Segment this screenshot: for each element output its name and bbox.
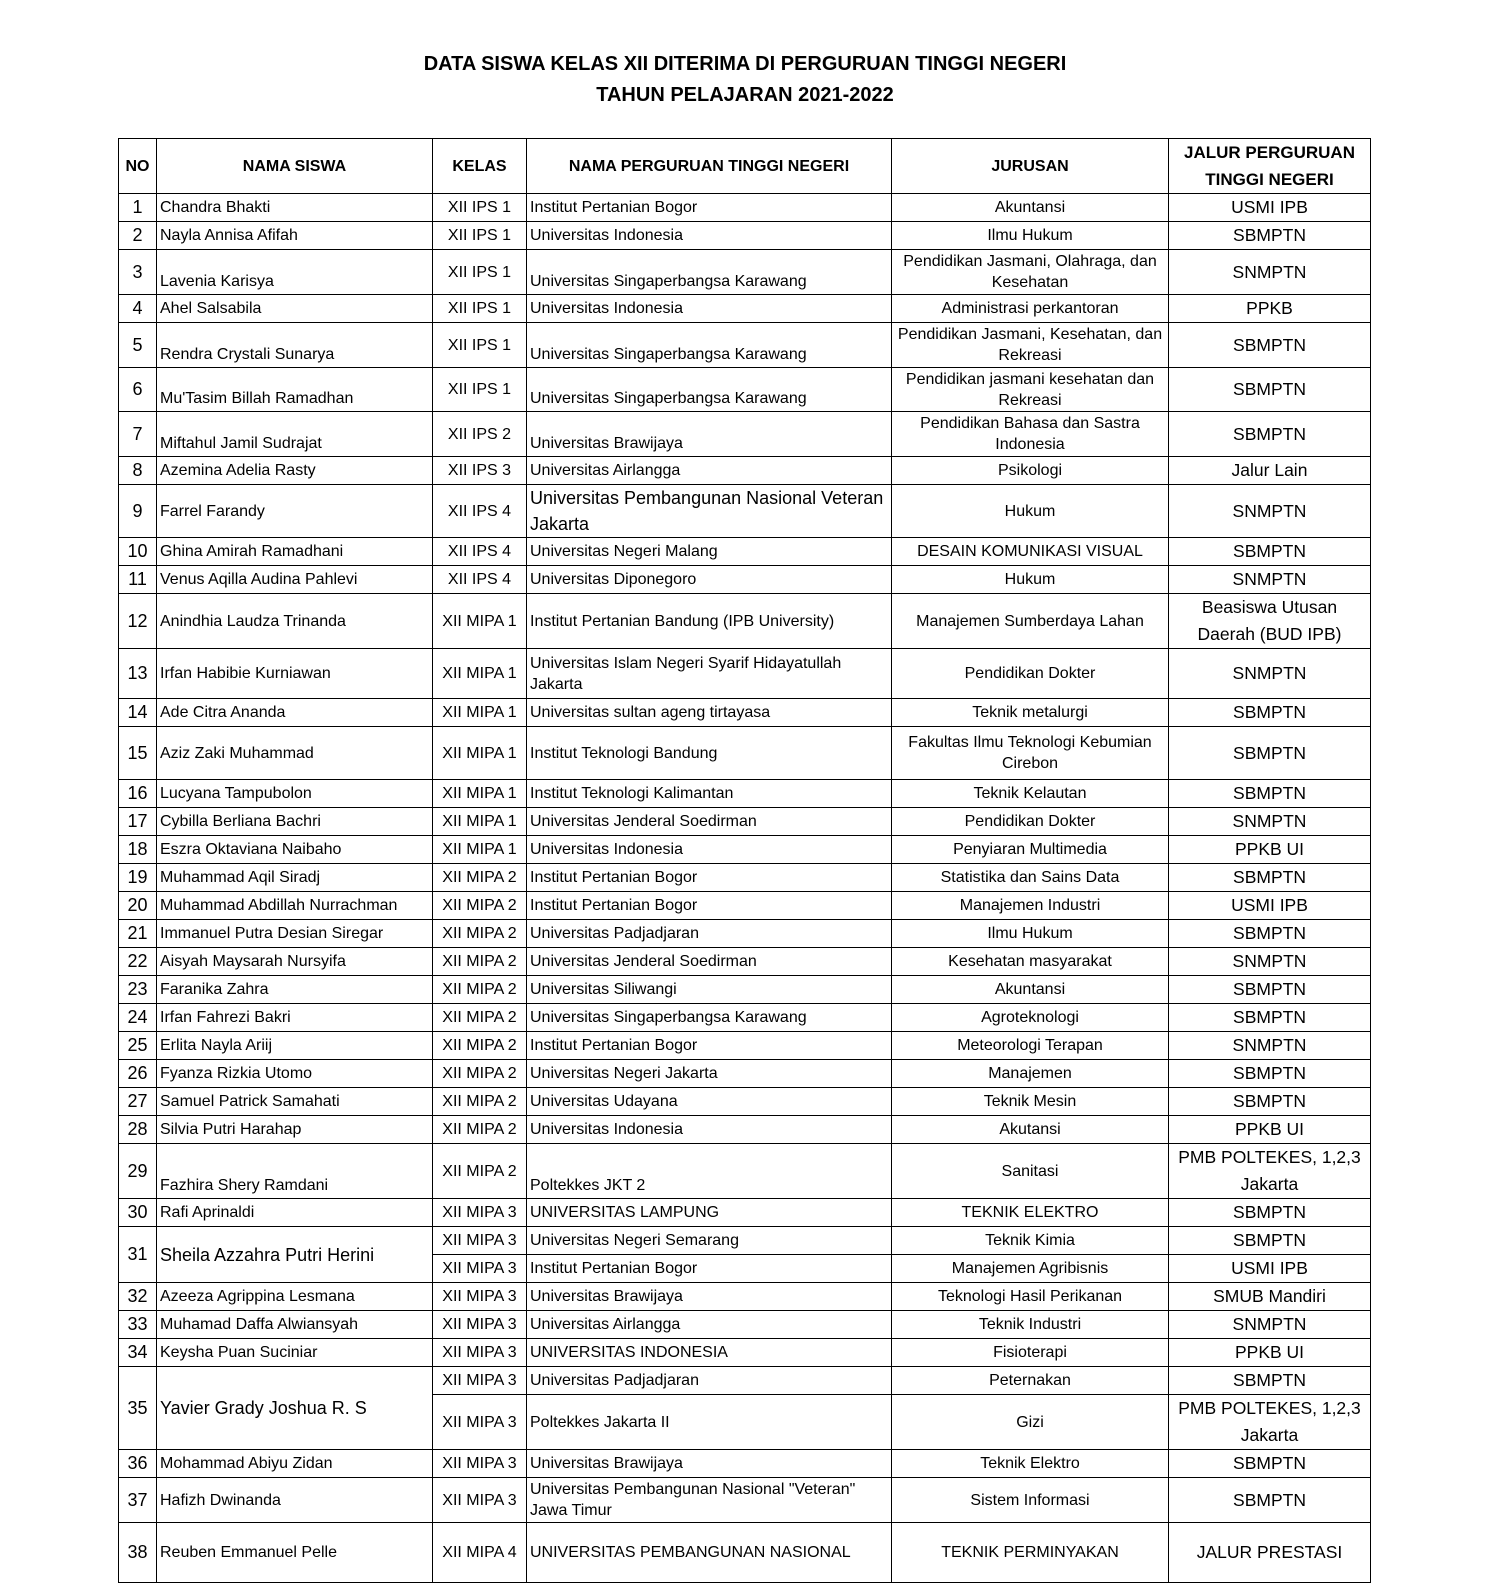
student-name: Chandra Bhakti xyxy=(157,194,433,222)
major-cell: Pendidikan jasmani kesehatan dan Rekreasi xyxy=(892,368,1169,412)
row-number: 14 xyxy=(119,699,157,727)
admission-path-cell: JALUR PRESTASI xyxy=(1169,1523,1371,1583)
student-name: Keysha Puan Suciniar xyxy=(157,1339,433,1367)
university-cell: Universitas Indonesia xyxy=(527,1116,892,1144)
student-name: Venus Aqilla Audina Pahlevi xyxy=(157,566,433,594)
major-cell: Hukum xyxy=(892,566,1169,594)
class-cell: XII MIPA 1 xyxy=(433,699,527,727)
header-ptn: NAMA PERGURUAN TINGGI NEGERI xyxy=(527,139,892,194)
header-nama: NAMA SISWA xyxy=(157,139,433,194)
admission-path-cell: USMI IPB xyxy=(1169,1255,1371,1283)
student-name: Irfan Habibie Kurniawan xyxy=(157,649,433,699)
university-cell: Universitas Airlangga xyxy=(527,457,892,485)
student-name: Irfan Fahrezi Bakri xyxy=(157,1004,433,1032)
admission-path-cell: Jalur Lain xyxy=(1169,457,1371,485)
row-number: 12 xyxy=(119,594,157,649)
university-cell: Universitas Jenderal Soedirman xyxy=(527,948,892,976)
class-cell: XII MIPA 2 xyxy=(433,1004,527,1032)
table-row xyxy=(119,1311,1371,1339)
admission-path-cell: SBMPTN xyxy=(1169,864,1371,892)
major-cell: Teknik Mesin xyxy=(892,1088,1169,1116)
row-number: 20 xyxy=(119,892,157,920)
class-cell: XII MIPA 2 xyxy=(433,948,527,976)
university-cell: Universitas Jenderal Soedirman xyxy=(527,808,892,836)
table-row xyxy=(119,323,1371,368)
class-cell: XII MIPA 1 xyxy=(433,808,527,836)
admission-path-cell: SNMPTN xyxy=(1169,1032,1371,1060)
major-cell: Meteorologi Terapan xyxy=(892,1032,1169,1060)
student-name: Nayla Annisa Afifah xyxy=(157,222,433,250)
table-row xyxy=(119,1367,1371,1395)
row-number: 6 xyxy=(119,368,157,412)
major-cell: Hukum xyxy=(892,485,1169,538)
student-name: Ade Citra Ananda xyxy=(157,699,433,727)
row-number: 28 xyxy=(119,1116,157,1144)
admission-path-cell: SNMPTN xyxy=(1169,485,1371,538)
admission-path-cell: SNMPTN xyxy=(1169,948,1371,976)
university-cell: Poltekkes JKT 2 xyxy=(527,1144,892,1199)
row-number: 11 xyxy=(119,566,157,594)
table-row xyxy=(119,566,1371,594)
admission-path-cell: SNMPTN xyxy=(1169,808,1371,836)
student-name: Immanuel Putra Desian Siregar xyxy=(157,920,433,948)
major-cell: Akutansi xyxy=(892,1116,1169,1144)
university-cell: Universitas Brawijaya xyxy=(527,412,892,457)
row-number: 30 xyxy=(119,1199,157,1227)
class-cell: XII MIPA 3 xyxy=(433,1395,527,1450)
class-cell: XII IPS 1 xyxy=(433,295,527,323)
admission-path-cell: SNMPTN xyxy=(1169,566,1371,594)
student-name: Erlita Nayla Ariij xyxy=(157,1032,433,1060)
university-cell: UNIVERSITAS INDONESIA xyxy=(527,1339,892,1367)
university-cell: Universitas sultan ageng tirtayasa xyxy=(527,699,892,727)
admission-path-cell: PPKB UI xyxy=(1169,1339,1371,1367)
table-row xyxy=(119,1283,1371,1311)
student-name: Rafi Aprinaldi xyxy=(157,1199,433,1227)
admission-path-cell: SBMPTN xyxy=(1169,780,1371,808)
table-row xyxy=(119,808,1371,836)
major-cell: Administrasi perkantoran xyxy=(892,295,1169,323)
row-number: 2 xyxy=(119,222,157,250)
student-name: Lucyana Tampubolon xyxy=(157,780,433,808)
class-cell: XII MIPA 2 xyxy=(433,1060,527,1088)
table-row xyxy=(119,1088,1371,1116)
header-jurusan: JURUSAN xyxy=(892,139,1169,194)
admission-path-cell: SBMPTN xyxy=(1169,920,1371,948)
student-name: Muhamad Daffa Alwiansyah xyxy=(157,1311,433,1339)
table-row xyxy=(119,727,1371,780)
admission-path-cell: SBMPTN xyxy=(1169,1088,1371,1116)
admission-path-cell: SBMPTN xyxy=(1169,727,1371,780)
admission-path-cell: SBMPTN xyxy=(1169,368,1371,412)
university-cell: Universitas Singaperbangsa Karawang xyxy=(527,323,892,368)
class-cell: XII MIPA 2 xyxy=(433,864,527,892)
major-cell: Manajemen Agribisnis xyxy=(892,1255,1169,1283)
admission-path-cell: PMB POLTEKES, 1,2,3 Jakarta xyxy=(1169,1395,1371,1450)
class-cell: XII MIPA 2 xyxy=(433,1088,527,1116)
class-cell: XII IPS 3 xyxy=(433,457,527,485)
table-row xyxy=(119,699,1371,727)
admission-path-cell: SBMPTN xyxy=(1169,976,1371,1004)
university-cell: Universitas Indonesia xyxy=(527,836,892,864)
student-name: Eszra Oktaviana Naibaho xyxy=(157,836,433,864)
table-row xyxy=(119,1004,1371,1032)
table-body xyxy=(119,194,1371,1583)
table-row xyxy=(119,1339,1371,1367)
major-cell: Statistika dan Sains Data xyxy=(892,864,1169,892)
admission-path-cell: SNMPTN xyxy=(1169,1311,1371,1339)
table-row xyxy=(119,1523,1371,1583)
major-cell: Sanitasi xyxy=(892,1144,1169,1199)
admission-path-cell: SBMPTN xyxy=(1169,1478,1371,1523)
row-number: 16 xyxy=(119,780,157,808)
class-cell: XII MIPA 3 xyxy=(433,1311,527,1339)
student-name: Anindhia Laudza Trinanda xyxy=(157,594,433,649)
student-name: Yavier Grady Joshua R. S xyxy=(157,1367,433,1450)
admission-path-cell: Beasiswa Utusan Daerah (BUD IPB) xyxy=(1169,594,1371,649)
university-cell: Universitas Padjadjaran xyxy=(527,1367,892,1395)
student-name: Muhammad Abdillah Nurrachman xyxy=(157,892,433,920)
header-kelas: KELAS xyxy=(433,139,527,194)
table-row xyxy=(119,250,1371,295)
table-row xyxy=(119,1144,1371,1199)
major-cell: Pendidikan Bahasa dan Sastra Indonesia xyxy=(892,412,1169,457)
major-cell: Penyiaran Multimedia xyxy=(892,836,1169,864)
row-number: 17 xyxy=(119,808,157,836)
university-cell: Institut Pertanian Bogor xyxy=(527,1032,892,1060)
student-name: Mohammad Abiyu Zidan xyxy=(157,1450,433,1478)
row-number: 36 xyxy=(119,1450,157,1478)
row-number: 37 xyxy=(119,1478,157,1523)
student-name: Ahel Salsabila xyxy=(157,295,433,323)
class-cell: XII MIPA 2 xyxy=(433,1116,527,1144)
class-cell: XII IPS 1 xyxy=(433,194,527,222)
admission-path-cell: SBMPTN xyxy=(1169,1227,1371,1255)
header-no: NO xyxy=(119,139,157,194)
major-cell: TEKNIK PERMINYAKAN xyxy=(892,1523,1169,1583)
table-row xyxy=(119,920,1371,948)
table-row xyxy=(119,457,1371,485)
row-number: 1 xyxy=(119,194,157,222)
major-cell: Manajemen Industri xyxy=(892,892,1169,920)
admission-path-cell: SNMPTN xyxy=(1169,649,1371,699)
table-row xyxy=(119,1199,1371,1227)
table-row xyxy=(119,368,1371,412)
admission-path-cell: PMB POLTEKES, 1,2,3 Jakarta xyxy=(1169,1144,1371,1199)
table-row xyxy=(119,412,1371,457)
student-name: Ghina Amirah Ramadhani xyxy=(157,538,433,566)
university-cell: Institut Pertanian Bandung (IPB University) xyxy=(527,594,892,649)
class-cell: XII MIPA 3 xyxy=(433,1450,527,1478)
row-number: 3 xyxy=(119,250,157,295)
admission-path-cell: PPKB UI xyxy=(1169,1116,1371,1144)
student-name: Silvia Putri Harahap xyxy=(157,1116,433,1144)
university-cell: Institut Teknologi Bandung xyxy=(527,727,892,780)
students-table xyxy=(118,138,1371,1583)
admission-path-cell: SBMPTN xyxy=(1169,538,1371,566)
table-row xyxy=(119,1227,1371,1255)
class-cell: XII IPS 1 xyxy=(433,222,527,250)
major-cell: Pendidikan Dokter xyxy=(892,808,1169,836)
class-cell: XII MIPA 3 xyxy=(433,1199,527,1227)
row-number: 33 xyxy=(119,1311,157,1339)
university-cell: Universitas Islam Negeri Syarif Hidayatullah Jakarta xyxy=(527,649,892,699)
class-cell: XII IPS 4 xyxy=(433,538,527,566)
class-cell: XII MIPA 2 xyxy=(433,892,527,920)
student-name: Reuben Emmanuel Pelle xyxy=(157,1523,433,1583)
row-number: 23 xyxy=(119,976,157,1004)
table-row xyxy=(119,836,1371,864)
major-cell: Psikologi xyxy=(892,457,1169,485)
row-number: 27 xyxy=(119,1088,157,1116)
document-subtitle: TAHUN PELAJARAN 2021-2022 xyxy=(596,84,894,106)
university-cell: Institut Pertanian Bogor xyxy=(527,892,892,920)
student-name: Farrel Farandy xyxy=(157,485,433,538)
class-cell: XII MIPA 1 xyxy=(433,649,527,699)
student-name: Lavenia Karisya xyxy=(157,250,433,295)
row-number: 9 xyxy=(119,485,157,538)
major-cell: Manajemen xyxy=(892,1060,1169,1088)
student-name: Aziz Zaki Muhammad xyxy=(157,727,433,780)
major-cell: Gizi xyxy=(892,1395,1169,1450)
university-cell: Universitas Singaperbangsa Karawang xyxy=(527,368,892,412)
student-name: Sheila Azzahra Putri Herini xyxy=(157,1227,433,1283)
university-cell: Universitas Indonesia xyxy=(527,295,892,323)
student-name: Miftahul Jamil Sudrajat xyxy=(157,412,433,457)
university-cell: Universitas Padjadjaran xyxy=(527,920,892,948)
class-cell: XII MIPA 4 xyxy=(433,1523,527,1583)
row-number: 10 xyxy=(119,538,157,566)
table-row xyxy=(119,538,1371,566)
major-cell: Ilmu Hukum xyxy=(892,920,1169,948)
class-cell: XII IPS 4 xyxy=(433,566,527,594)
major-cell: Ilmu Hukum xyxy=(892,222,1169,250)
major-cell: Fakultas Ilmu Teknologi Kebumian Cirebon xyxy=(892,727,1169,780)
class-cell: XII MIPA 1 xyxy=(433,727,527,780)
class-cell: XII IPS 1 xyxy=(433,368,527,412)
admission-path-cell: PPKB UI xyxy=(1169,836,1371,864)
admission-path-cell: SBMPTN xyxy=(1169,412,1371,457)
university-cell: Universitas Pembangunan Nasional Veteran Jakarta xyxy=(527,485,892,538)
university-cell: Universitas Udayana xyxy=(527,1088,892,1116)
university-cell: Universitas Diponegoro xyxy=(527,566,892,594)
row-number: 15 xyxy=(119,727,157,780)
table-row xyxy=(119,892,1371,920)
table-row xyxy=(119,295,1371,323)
student-name: Azemina Adelia Rasty xyxy=(157,457,433,485)
admission-path-cell: USMI IPB xyxy=(1169,892,1371,920)
row-number: 18 xyxy=(119,836,157,864)
row-number: 4 xyxy=(119,295,157,323)
university-cell: Universitas Singaperbangsa Karawang xyxy=(527,250,892,295)
table-row xyxy=(119,780,1371,808)
admission-path-cell: SBMPTN xyxy=(1169,1004,1371,1032)
major-cell: Akuntansi xyxy=(892,194,1169,222)
class-cell: XII MIPA 2 xyxy=(433,1032,527,1060)
major-cell: Kesehatan masyarakat xyxy=(892,948,1169,976)
student-name: Mu'Tasim Billah Ramadhan xyxy=(157,368,433,412)
class-cell: XII MIPA 2 xyxy=(433,1144,527,1199)
class-cell: XII MIPA 1 xyxy=(433,836,527,864)
student-name: Cybilla Berliana Bachri xyxy=(157,808,433,836)
admission-path-cell: SBMPTN xyxy=(1169,1060,1371,1088)
university-cell: Universitas Indonesia xyxy=(527,222,892,250)
row-number: 38 xyxy=(119,1523,157,1583)
admission-path-cell: SBMPTN xyxy=(1169,323,1371,368)
university-cell: Universitas Brawijaya xyxy=(527,1283,892,1311)
admission-path-cell: SBMPTN xyxy=(1169,1450,1371,1478)
table-row xyxy=(119,864,1371,892)
major-cell: Pendidikan Dokter xyxy=(892,649,1169,699)
major-cell: Manajemen Sumberdaya Lahan xyxy=(892,594,1169,649)
class-cell: XII MIPA 3 xyxy=(433,1283,527,1311)
major-cell: DESAIN KOMUNIKASI VISUAL xyxy=(892,538,1169,566)
table-row xyxy=(119,649,1371,699)
university-cell: UNIVERSITAS PEMBANGUNAN NASIONAL xyxy=(527,1523,892,1583)
row-number: 8 xyxy=(119,457,157,485)
major-cell: Teknik Industri xyxy=(892,1311,1169,1339)
class-cell: XII MIPA 3 xyxy=(433,1367,527,1395)
table-row xyxy=(119,1032,1371,1060)
table-row xyxy=(119,1116,1371,1144)
admission-path-cell: SBMPTN xyxy=(1169,1199,1371,1227)
major-cell: TEKNIK ELEKTRO xyxy=(892,1199,1169,1227)
table-row xyxy=(119,1478,1371,1523)
university-cell: Universitas Negeri Jakarta xyxy=(527,1060,892,1088)
university-cell: Poltekkes Jakarta II xyxy=(527,1395,892,1450)
row-number: 21 xyxy=(119,920,157,948)
university-cell: UNIVERSITAS LAMPUNG xyxy=(527,1199,892,1227)
student-name: Fazhira Shery Ramdani xyxy=(157,1144,433,1199)
table-row xyxy=(119,485,1371,538)
major-cell: Agroteknologi xyxy=(892,1004,1169,1032)
row-number: 13 xyxy=(119,649,157,699)
student-name: Rendra Crystali Sunarya xyxy=(157,323,433,368)
class-cell: XII MIPA 3 xyxy=(433,1255,527,1283)
major-cell: Teknologi Hasil Perikanan xyxy=(892,1283,1169,1311)
table-row xyxy=(119,1450,1371,1478)
class-cell: XII IPS 4 xyxy=(433,485,527,538)
major-cell: Peternakan xyxy=(892,1367,1169,1395)
class-cell: XII MIPA 3 xyxy=(433,1478,527,1523)
admission-path-cell: SBMPTN xyxy=(1169,222,1371,250)
university-cell: Institut Teknologi Kalimantan xyxy=(527,780,892,808)
row-number: 26 xyxy=(119,1060,157,1088)
major-cell: Sistem Informasi xyxy=(892,1478,1169,1523)
university-cell: Universitas Singaperbangsa Karawang xyxy=(527,1004,892,1032)
row-number: 35 xyxy=(119,1367,157,1450)
university-cell: Universitas Negeri Malang xyxy=(527,538,892,566)
major-cell: Akuntansi xyxy=(892,976,1169,1004)
university-cell: Universitas Siliwangi xyxy=(527,976,892,1004)
university-cell: Universitas Negeri Semarang xyxy=(527,1227,892,1255)
class-cell: XII MIPA 1 xyxy=(433,594,527,649)
admission-path-cell: SBMPTN xyxy=(1169,699,1371,727)
admission-path-cell: PPKB xyxy=(1169,295,1371,323)
row-number: 31 xyxy=(119,1227,157,1283)
row-number: 29 xyxy=(119,1144,157,1199)
student-name: Faranika Zahra xyxy=(157,976,433,1004)
admission-path-cell: SBMPTN xyxy=(1169,1367,1371,1395)
university-cell: Universitas Airlangga xyxy=(527,1311,892,1339)
major-cell: Pendidikan Jasmani, Olahraga, dan Kesehatan xyxy=(892,250,1169,295)
student-name: Hafizh Dwinanda xyxy=(157,1478,433,1523)
table-row xyxy=(119,1060,1371,1088)
row-number: 24 xyxy=(119,1004,157,1032)
row-number: 32 xyxy=(119,1283,157,1311)
class-cell: XII MIPA 2 xyxy=(433,920,527,948)
major-cell: Teknik Elektro xyxy=(892,1450,1169,1478)
major-cell: Pendidikan Jasmani, Kesehatan, dan Rekreasi xyxy=(892,323,1169,368)
major-cell: Teknik Kimia xyxy=(892,1227,1169,1255)
student-name: Muhammad Aqil Siradj xyxy=(157,864,433,892)
table-row xyxy=(119,222,1371,250)
class-cell: XII MIPA 3 xyxy=(433,1227,527,1255)
class-cell: XII MIPA 2 xyxy=(433,976,527,1004)
university-cell: Institut Pertanian Bogor xyxy=(527,1255,892,1283)
row-number: 19 xyxy=(119,864,157,892)
student-name: Fyanza Rizkia Utomo xyxy=(157,1060,433,1088)
admission-path-cell: USMI IPB xyxy=(1169,194,1371,222)
class-cell: XII IPS 1 xyxy=(433,323,527,368)
row-number: 5 xyxy=(119,323,157,368)
row-number: 7 xyxy=(119,412,157,457)
document-title: DATA SISWA KELAS XII DITERIMA DI PERGURUAN TINGGI NEGERI xyxy=(423,53,1067,75)
table-row xyxy=(119,976,1371,1004)
major-cell: Teknik metalurgi xyxy=(892,699,1169,727)
row-number: 22 xyxy=(119,948,157,976)
header-jalur: JALUR PERGURUAN TINGGI NEGERI xyxy=(1169,139,1371,194)
admission-path-cell: SMUB Mandiri xyxy=(1169,1283,1371,1311)
university-cell: Institut Pertanian Bogor xyxy=(527,194,892,222)
class-cell: XII IPS 1 xyxy=(433,250,527,295)
university-cell: Institut Pertanian Bogor xyxy=(527,864,892,892)
class-cell: XII MIPA 3 xyxy=(433,1339,527,1367)
row-number: 25 xyxy=(119,1032,157,1060)
student-name: Aisyah Maysarah Nursyifa xyxy=(157,948,433,976)
class-cell: XII IPS 2 xyxy=(433,412,527,457)
table-row xyxy=(119,194,1371,222)
class-cell: XII MIPA 1 xyxy=(433,780,527,808)
major-cell: Teknik Kelautan xyxy=(892,780,1169,808)
table-row xyxy=(119,948,1371,976)
admission-path-cell: SNMPTN xyxy=(1169,250,1371,295)
university-cell: Universitas Brawijaya xyxy=(527,1450,892,1478)
university-cell: Universitas Pembangunan Nasional "Veteran" Jawa Timur xyxy=(527,1478,892,1523)
table-row xyxy=(119,594,1371,649)
student-name: Samuel Patrick Samahati xyxy=(157,1088,433,1116)
table-header-row xyxy=(119,139,1371,194)
student-name: Azeeza Agrippina Lesmana xyxy=(157,1283,433,1311)
row-number: 34 xyxy=(119,1339,157,1367)
major-cell: Fisioterapi xyxy=(892,1339,1169,1367)
